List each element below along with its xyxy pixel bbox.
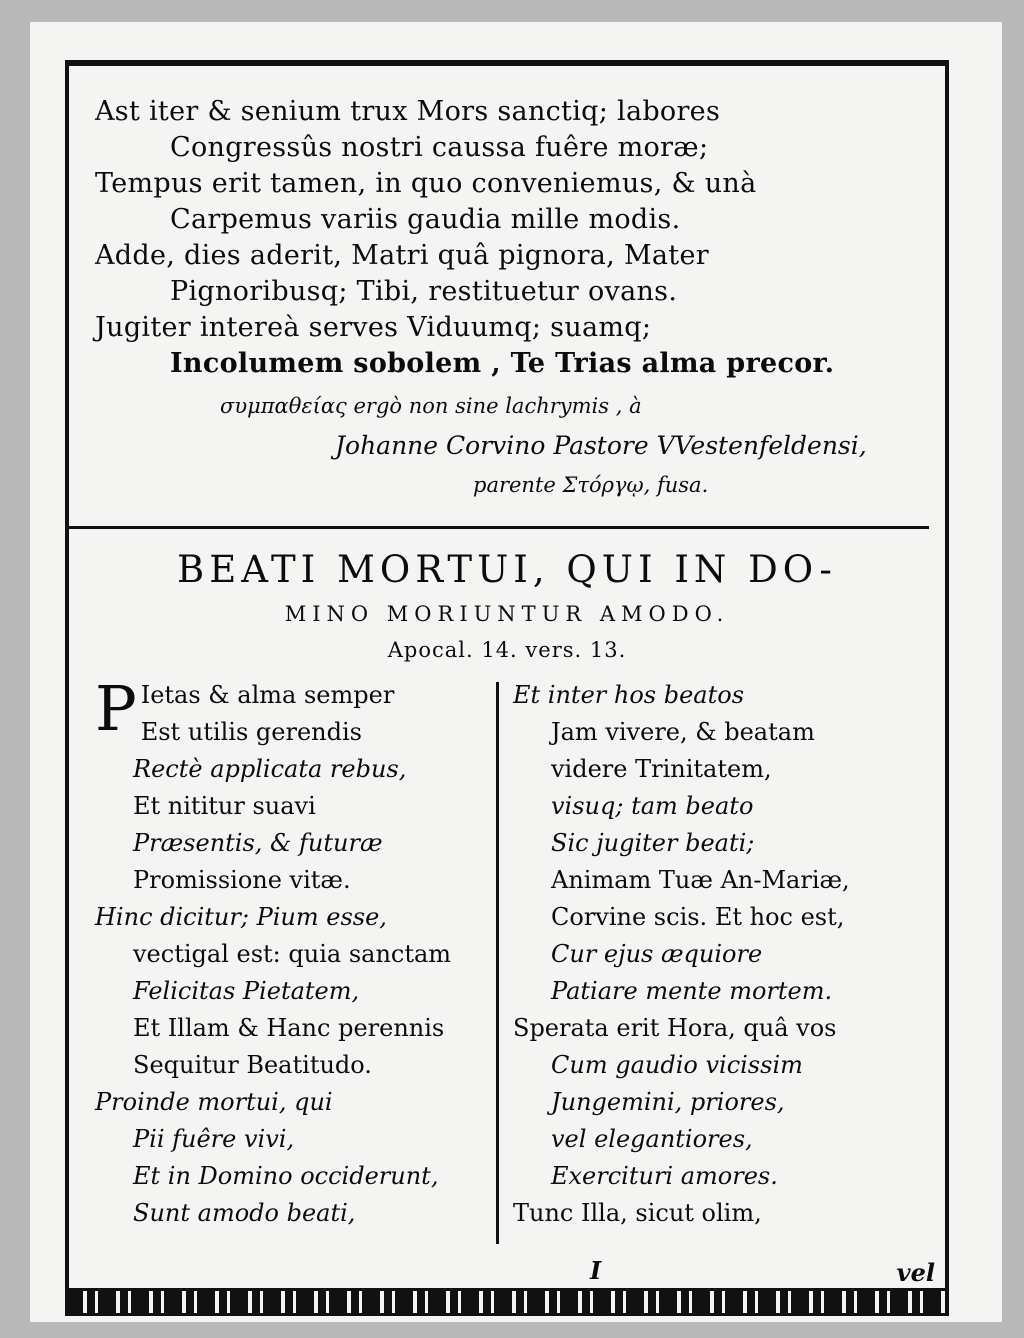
first-line-text: Ietas & alma semper xyxy=(140,681,395,709)
poem-line: Jugiter intereà serves Viduumq; suamq; xyxy=(95,312,652,343)
verse-line: Patiare mente mortem. xyxy=(551,977,833,1005)
verse-line: Felicitas Pietatem, xyxy=(133,977,360,1005)
verse-line: Proinde mortui, qui xyxy=(95,1088,333,1116)
ornamental-border xyxy=(65,1288,949,1316)
heading-line-1: BEATI MORTUI, QUI IN DO- xyxy=(177,548,837,591)
verse-line: Jam vivere, & beatam xyxy=(551,718,815,746)
verse-line: Sequitur Beatitudo. xyxy=(133,1051,372,1079)
catchword: vel xyxy=(896,1258,935,1287)
verse-line: Cum gaudio vicissim xyxy=(551,1051,803,1079)
verse-line: visuq; tam beato xyxy=(551,792,754,820)
heading-line-2: MINO MORIUNTUR AMODO. xyxy=(284,602,730,626)
verse-line: Animam Tuæ An-Mariæ, xyxy=(551,866,850,894)
scripture-reference: Apocal. 14. vers. 13. xyxy=(387,638,627,662)
verse-line: Sic jugiter beati; xyxy=(551,829,755,857)
left-column xyxy=(95,672,495,1232)
verse-line: Sunt amodo beati, xyxy=(133,1199,356,1227)
verse-line: videre Trinitatem, xyxy=(551,755,772,783)
verse-line: vectigal est: quia sanctam xyxy=(133,940,452,968)
left-border xyxy=(65,60,69,1290)
poem-line: Pignoribusq; Tibi, restituetur ovans. xyxy=(170,276,678,307)
verse-line: Pii fuêre vivi, xyxy=(133,1125,295,1153)
poem-line: Carpemus variis gaudia mille modis. xyxy=(170,204,681,235)
verse-line: Sperata erit Hora, quâ vos xyxy=(513,1014,837,1042)
author-signature xyxy=(95,388,915,502)
right-column xyxy=(513,677,933,1232)
section-divider xyxy=(65,526,929,529)
right-border xyxy=(945,60,949,1290)
verse-line: Et nititur suavi xyxy=(133,792,316,820)
verse-line: Et Illam & Hanc perennis xyxy=(133,1014,445,1042)
verse-line: vel elegantiores, xyxy=(551,1125,753,1153)
verse-line: Tunc Illa, sicut olim, xyxy=(513,1199,762,1227)
top-rule xyxy=(65,60,949,66)
verse-line: Rectè applicata rebus, xyxy=(133,755,407,783)
column-divider xyxy=(496,682,499,1244)
verse-line: Promissione vitæ. xyxy=(133,866,351,894)
text-frame xyxy=(65,60,949,1305)
elegy-poem xyxy=(95,94,915,382)
poem-line: Adde, dies aderit, Matri quâ pignora, Mater xyxy=(95,240,709,271)
verse-line: Est utilis gerendis xyxy=(140,718,362,746)
verse-line: Cur ejus æquiore xyxy=(551,940,763,968)
signature-line-1: συμπαθείας ergò non sine lachrymis , à xyxy=(220,394,642,418)
poem-line: Incolumem sobolem , Te Trias alma precor. xyxy=(170,348,835,379)
verse-line: Et in Domino occiderunt, xyxy=(133,1162,439,1190)
verse-line: Et inter hos beatos xyxy=(513,681,745,709)
verse-line: Hinc dicitur; Pium esse, xyxy=(95,903,387,931)
signature-line-2: Johanne Corvino Pastore VVestenfeldensi, xyxy=(335,431,867,460)
verse-line: Præsentis, & futuræ xyxy=(133,829,383,857)
verse-line: Exercituri amores. xyxy=(551,1162,778,1190)
signature-mark: I xyxy=(590,1256,602,1285)
signature-line-3: parente Στόργῳ, fusa. xyxy=(473,473,709,497)
poem-line: Ast iter & senium trux Mors sanctiq; labores xyxy=(95,96,721,127)
poem-line: Tempus erit tamen, in quo conveniemus, & unà xyxy=(95,168,757,199)
drop-cap: P xyxy=(95,672,137,745)
poem-line: Congressûs nostri caussa fuêre moræ; xyxy=(170,132,709,163)
verse-line: Corvine scis. Et hoc est, xyxy=(551,903,845,931)
printed-page xyxy=(30,22,1002,1322)
verse-line: Jungemini, priores, xyxy=(551,1088,785,1116)
